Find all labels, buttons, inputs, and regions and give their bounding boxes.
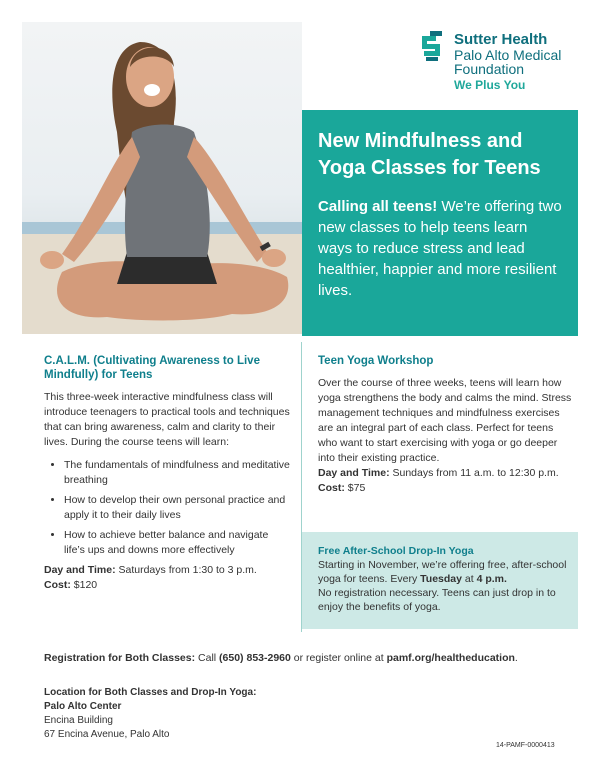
document-code: 14-PAMF-0000413 [496, 742, 555, 749]
calm-bullet-list [44, 458, 292, 558]
registration-label: Registration for Both Classes: [44, 652, 196, 664]
location-address: 67 Encina Avenue, Palo Alto [44, 729, 170, 740]
yoga-body: Over the course of three weeks, teens will learn how yoga strengthens the body and calms the mind. Stress management techniques and mindfulness exercises are an integral part of each class. Perfect for teens who want to start exercising with yoga or go deeper into their existing practice. [318, 377, 572, 464]
yoga-cost [318, 481, 573, 496]
dropin-at: at [461, 573, 477, 585]
logo-tagline: We Plus You [454, 78, 526, 92]
calm-heading: C.A.L.M. (Cultivating Awareness to Live Mindfully) for Teens [44, 355, 260, 381]
dropin-day: Tuesday [420, 573, 462, 585]
hero-intro [318, 196, 564, 301]
calm-section [44, 354, 292, 593]
logo-subtitle: Palo Alto Medical Foundation [454, 47, 562, 77]
registration-link[interactable]: pamf.org/healtheducation [386, 652, 515, 664]
dropin-body [318, 558, 568, 586]
dropin-note: No registration necessary. Teens can just drop in to enjoy the benefits of yoga. [318, 587, 556, 613]
yoga-woman-illustration [22, 22, 302, 334]
calm-day-time [44, 563, 292, 578]
logo-name: Sutter Health [454, 31, 548, 48]
calm-body: This three-week interactive mindfulness class will introduce teenagers to practical tools and techniques that can bring awareness, calm and clarity to their lives. During the course teens will learn: [44, 391, 290, 448]
page-title: New Mindfulness and Yoga Classes for Teens [318, 130, 541, 179]
yoga-cost-value: $75 [344, 482, 366, 494]
dropin-box [302, 532, 578, 629]
list-item: • How to achieve better balance and navigate life’s ups and downs more effectively [64, 528, 292, 558]
yoga-cost-label: Cost: [318, 482, 345, 494]
registration-text: Call [195, 652, 220, 664]
sutter-cross-icon [418, 30, 448, 62]
hero-photo [22, 22, 302, 334]
location-center: Palo Alto Center [44, 701, 122, 712]
yoga-day-value: Sundays from 11 a.m. to 12:30 p.m. [389, 467, 559, 479]
location-block [44, 686, 344, 742]
hero-banner [302, 110, 578, 336]
list-item: • How to develop their own personal practice and apply it to their daily lives [64, 493, 292, 523]
dropin-time: 4 p.m. [476, 573, 507, 585]
registration-text-2: or register online at [290, 652, 387, 664]
calm-day-value: Saturdays from 1:30 to 3 p.m. [115, 564, 257, 576]
yoga-day-time [318, 466, 573, 481]
calm-cost-label: Cost: [44, 579, 71, 591]
calm-cost [44, 578, 292, 593]
location-label: Location for Both Classes and Drop-In Yoga: [44, 687, 257, 698]
yoga-heading: Teen Yoga Workshop [318, 355, 434, 367]
calm-cost-value: $120 [70, 579, 98, 591]
sutter-health-logo [418, 26, 583, 96]
yoga-section [318, 354, 573, 496]
dropin-heading: Free After-School Drop-In Yoga [318, 545, 474, 557]
location-building: Encina Building [44, 715, 113, 726]
hero-intro-bold: Calling all teens! [318, 198, 438, 215]
list-item: • The fundamentals of mindfulness and meditative breathing [64, 458, 292, 488]
dropin-text: Starting in November, we’re offering free, after-school yoga for teens. Every [318, 559, 567, 585]
registration-line [44, 652, 574, 664]
registration-phone: (650) 853-2960 [219, 652, 291, 664]
yoga-day-label: Day and Time: [318, 467, 390, 479]
hero-intro-text: We’re offering two new classes to help teens learn ways to reduce stress and lead healthier, happier and more resilient lives. [318, 198, 562, 299]
registration-end: . [514, 652, 518, 664]
calm-day-label: Day and Time: [44, 564, 116, 576]
